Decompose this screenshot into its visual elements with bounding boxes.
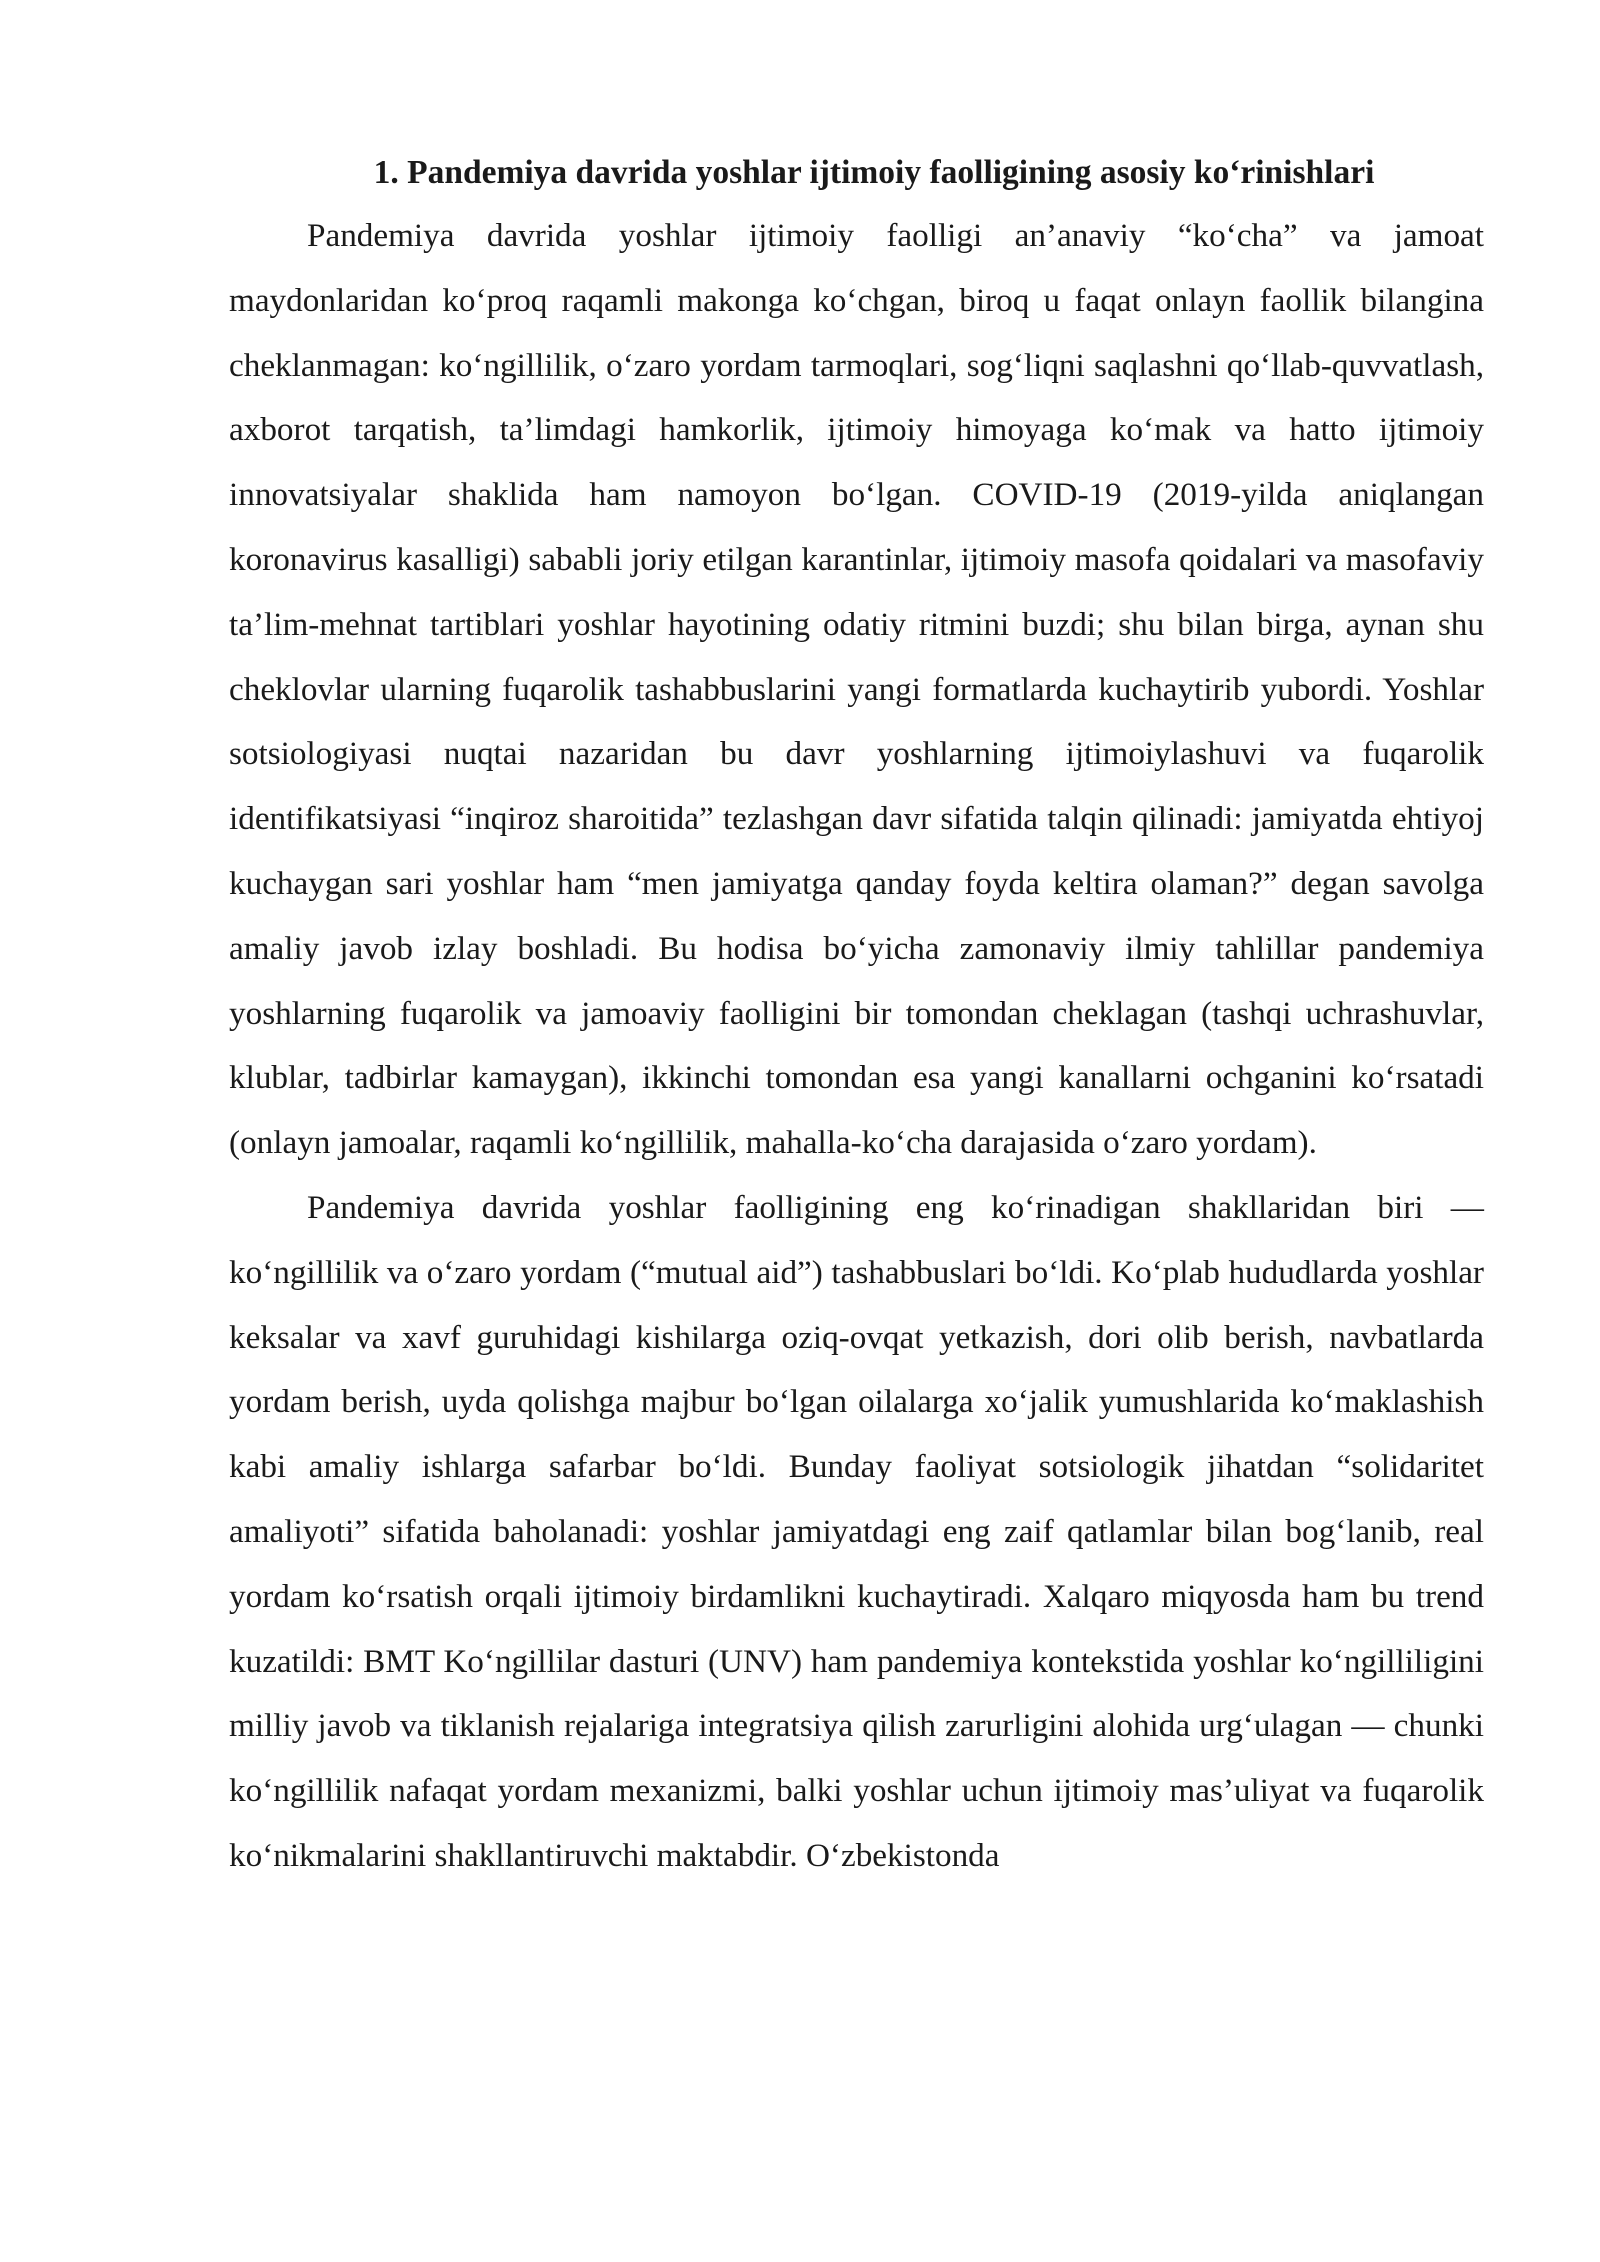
section-heading: 1. Pandemiya davrida yoshlar ijtimoiy faolligining asosiy ko‘rinishlari <box>373 154 1375 191</box>
paragraph-1: Pandemiya davrida yoshlar ijtimoiy faolligi an’anaviy “ko‘cha” va jamoat maydonlaridan ko‘proq raqamli makonga ko‘chgan, biroq u faqat onlayn faollik bilangina cheklanmagan: ko‘ngillilik, o‘zaro yordam tarmoqlari, sog‘liqni saqlashni qo‘llab-quvvatlash, axborot tarqatish, ta’limdagi hamkorlik, ijtimoiy himoyaga ko‘mak va hatto ijtimoiy innovatsiyalar shaklida ham namoyon bo‘lgan. COVID-19 (2019-yilda aniqlangan koronavirus kasalligi) sababli joriy etilgan karantinlar, ijtimoiy masofa qoidalari va masofaviy ta’lim-mehnat tartiblari yoshlar hayotining odatiy ritmini buzdi; shu bilan birga, aynan shu cheklovlar ularning fuqarolik tashabbuslarini yangi formatlarda kuchaytirib yubordi. Yoshlar sotsiologiyasi nuqtai nazaridan bu davr yoshlarning ijtimoiylashuvi va fuqarolik identifikatsiyasi “inqiroz sharoitida” tezlashgan davr sifatida talqin qilinadi: jamiyatda ehtiyoj kuchaygan sari yoshlar ham “men jamiyatga qanday foyda keltira olaman?” degan savolga amaliy javob izlay boshladi. Bu hodisa bo‘yicha zamonaviy ilmiy tahlillar pandemiya yoshlarning fuqarolik va jamoaviy faolligini bir tomondan cheklagan (tashqi uchrashuvlar, klublar, tadbirlar kamaygan), ikkinchi tomondan esa yangi kanallarni ochganini ko‘rsatadi (onlayn jamoalar, raqamli ko‘ngillilik, mahalla-ko‘cha darajasida o‘zaro yordam). <box>229 217 1484 1162</box>
paragraph-2: Pandemiya davrida yoshlar faolligining eng ko‘rinadigan shakllaridan biri — ko‘ngillilik va o‘zaro yordam (“mutual aid”) tashabbuslari bo‘ldi. Ko‘plab hududlarda yoshlar keksalar va xavf guruhidagi kishilarga oziq-ovqat yetkazish, dori olib berish, navbatlarda yordam berish, uyda qolishga majbur bo‘lgan oilalarga xo‘jalik yumushlarida ko‘maklashish kabi amaliy ishlarga safarbar bo‘ldi. Bunday faoliyat sotsiologik jihatdan “solidaritet amaliyoti” sifatida baholanadi: yoshlar jamiyatdagi eng zaif qatlamlar bilan bog‘lanib, real yordam ko‘rsatish orqali ijtimoiy birdamlikni kuchaytiradi. Xalqaro miqyosda ham bu trend kuzatildi: BMT Ko‘ngillilar dasturi (UNV) ham pandemiya kontekstida yoshlar ko‘ngilliligini milliy javob va tiklanish rejalariga integratsiya qilish zarurligini alohida urg‘ulagan — chunki ko‘ngillilik nafaqat yordam mexanizmi, balki yoshlar uchun ijtimoiy mas’uliyat va fuqarolik ko‘nikmalarini shakllantiruvchi maktabdir. O‘zbekistonda <box>229 1188 1484 1874</box>
page-content <box>229 148 1484 1889</box>
